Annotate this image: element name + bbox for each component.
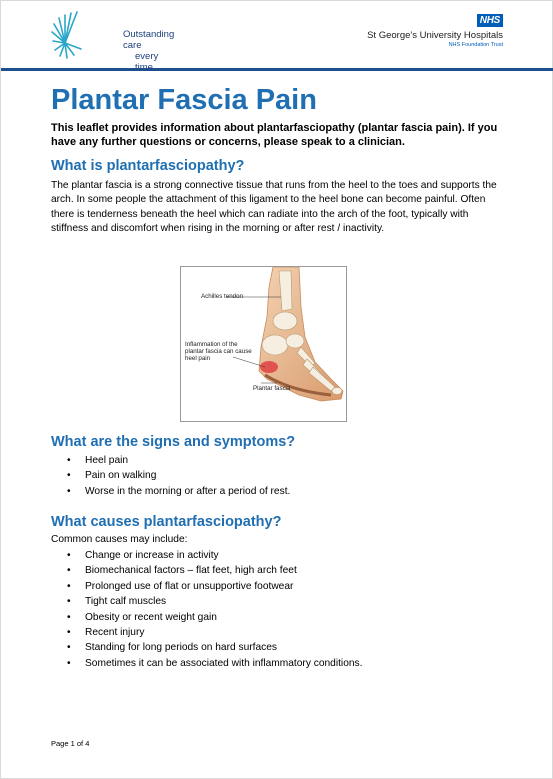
list-item: • Prolonged use of flat or unsupportive footwear — [51, 579, 362, 594]
tagline-line2: every — [135, 51, 159, 62]
symptoms-list — [51, 453, 290, 499]
header-divider — [1, 68, 553, 71]
label-plantar-fascia: Plantar fascia — [253, 385, 291, 392]
label-inflammation: Inflammation of the plantar fascia can cause heel pain — [185, 341, 252, 362]
trust-logo — [51, 9, 175, 62]
list-item: • Sometimes it can be associated with inflammatory conditions. — [51, 656, 362, 671]
causes-list — [51, 548, 362, 671]
section-heading-what-is: What is plantarfasciopathy? — [51, 158, 245, 174]
nhs-logo-badge: NHS — [477, 14, 503, 27]
trust-name: St George's University Hospitals — [367, 30, 503, 41]
list-item: • Recent injury — [51, 625, 362, 640]
section-body-what-is: The plantar fascia is a strong connective tissue that runs from the heel to the toes and supports the arch. In some people the attachment of this ligament to the heel bone can become painful. Often there is tenderness beneath the heel which can radiate into the arch of the foot, typically with stiffness and discomfort when rising in the morning or after rest / inactivity. — [51, 180, 497, 235]
starburst-logo-icon — [51, 9, 91, 61]
page-title: Plantar Fascia Pain — [51, 84, 317, 116]
page-number: Page 1 of 4 — [51, 739, 90, 748]
tagline-line1: Outstanding care — [123, 29, 175, 51]
section-heading-causes: What causes plantarfasciopathy? — [51, 514, 282, 530]
list-item: • Heel pain — [51, 453, 290, 468]
list-item: • Standing for long periods on hard surfaces — [51, 640, 362, 655]
intro-paragraph: This leaflet provides information about plantarfasciopathy (plantar fascia pain). If you have any further questions or concerns, please speak to a clinician. — [51, 122, 498, 148]
list-item: • Tight calf muscles — [51, 594, 362, 609]
list-item: • Pain on walking — [51, 468, 290, 483]
label-achilles-tendon: Achilles tendon — [201, 293, 243, 300]
causes-lead: Common causes may include: — [51, 534, 188, 545]
list-item: • Worse in the morning or after a period of rest. — [51, 484, 290, 499]
tagline — [123, 29, 174, 73]
foot-anatomy-figure — [180, 266, 347, 422]
list-item: • Biomechanical factors – flat feet, high arch feet — [51, 563, 362, 578]
list-item: • Change or increase in activity — [51, 548, 362, 563]
list-item: • Obesity or recent weight gain — [51, 610, 362, 625]
trust-subtitle: NHS Foundation Trust — [448, 42, 503, 48]
section-heading-symptoms: What are the signs and symptoms? — [51, 434, 296, 450]
